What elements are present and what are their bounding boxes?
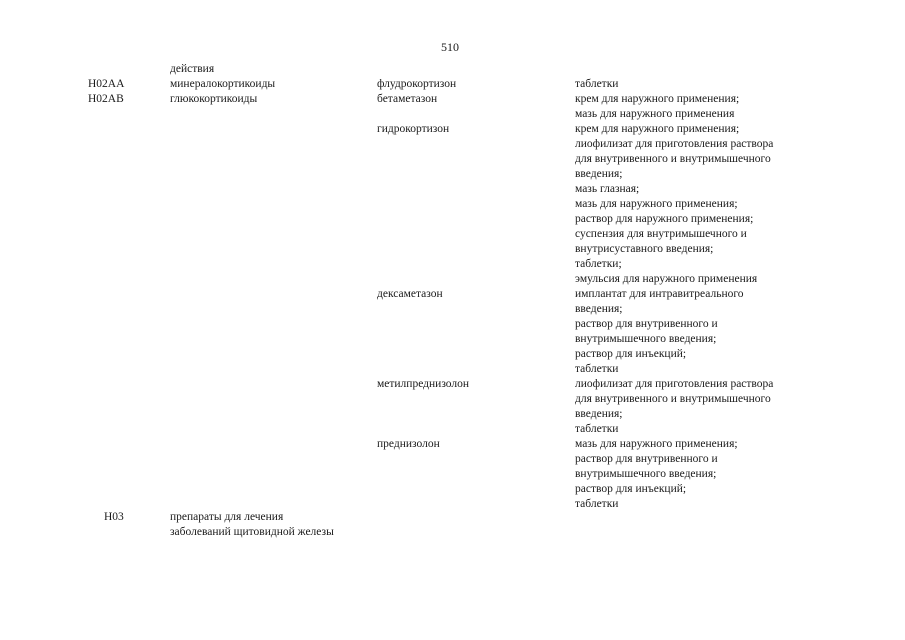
dosage-form: введения; [575, 168, 623, 180]
dosage-form: раствор для внутривенного и [575, 453, 718, 465]
drug-name: дексаметазон [377, 288, 443, 300]
dosage-form: мазь для наружного применения; [575, 198, 738, 210]
drug-name: метилпреднизолон [377, 378, 470, 390]
dosage-form: внутрисуставного введения; [575, 243, 714, 255]
group-name-line: минералокортикоиды [170, 78, 276, 90]
dosage-form: введения; [575, 303, 623, 315]
drug-name: флудрокортизон [377, 78, 457, 90]
drug-name: гидрокортизон [377, 123, 450, 135]
dosage-form: лиофилизат для приготовления раствора [575, 138, 774, 150]
dosage-form: лиофилизат для приготовления раствора [575, 378, 774, 390]
group-name-line: препараты для лечения [170, 511, 284, 523]
atc-code: H03 [104, 511, 124, 523]
group-name-line: заболеваний щитовидной железы [170, 526, 334, 538]
dosage-form: мазь для наружного применения [575, 108, 735, 120]
dosage-form: таблетки; [575, 258, 622, 270]
dosage-form: таблетки [575, 423, 619, 435]
page-number: 510 [441, 40, 459, 54]
group-name-line: действия [170, 63, 215, 75]
dosage-form: для внутривенного и внутримышечного [575, 393, 771, 405]
dosage-form: крем для наружного применения; [575, 123, 740, 135]
dosage-form: внутримышечного введения; [575, 468, 717, 480]
dosage-form: таблетки [575, 498, 619, 510]
dosage-form: для внутривенного и внутримышечного [575, 153, 771, 165]
dosage-form: раствор для инъекций; [575, 348, 687, 360]
dosage-form: раствор для инъекций; [575, 483, 687, 495]
atc-code: H02AB [88, 93, 124, 105]
group-name-line: глюкокортикоиды [170, 93, 258, 105]
dosage-form: раствор для наружного применения; [575, 213, 754, 225]
dosage-form: введения; [575, 408, 623, 420]
dosage-form: внутримышечного введения; [575, 333, 717, 345]
dosage-form: таблетки [575, 78, 619, 90]
dosage-form: мазь для наружного применения; [575, 438, 738, 450]
dosage-form: крем для наружного применения; [575, 93, 740, 105]
atc-code: H02AA [88, 78, 125, 90]
dosage-form: суспензия для внутримышечного и [575, 228, 747, 240]
dosage-form: эмульсия для наружного применения [575, 273, 758, 285]
drug-name: бетаметазон [377, 93, 438, 105]
dosage-form: таблетки [575, 363, 619, 375]
drug-name: преднизолон [377, 438, 440, 450]
dosage-form: мазь глазная; [575, 183, 640, 195]
dosage-form: имплантат для интравитреального [575, 288, 744, 300]
dosage-form: раствор для внутривенного и [575, 318, 718, 330]
